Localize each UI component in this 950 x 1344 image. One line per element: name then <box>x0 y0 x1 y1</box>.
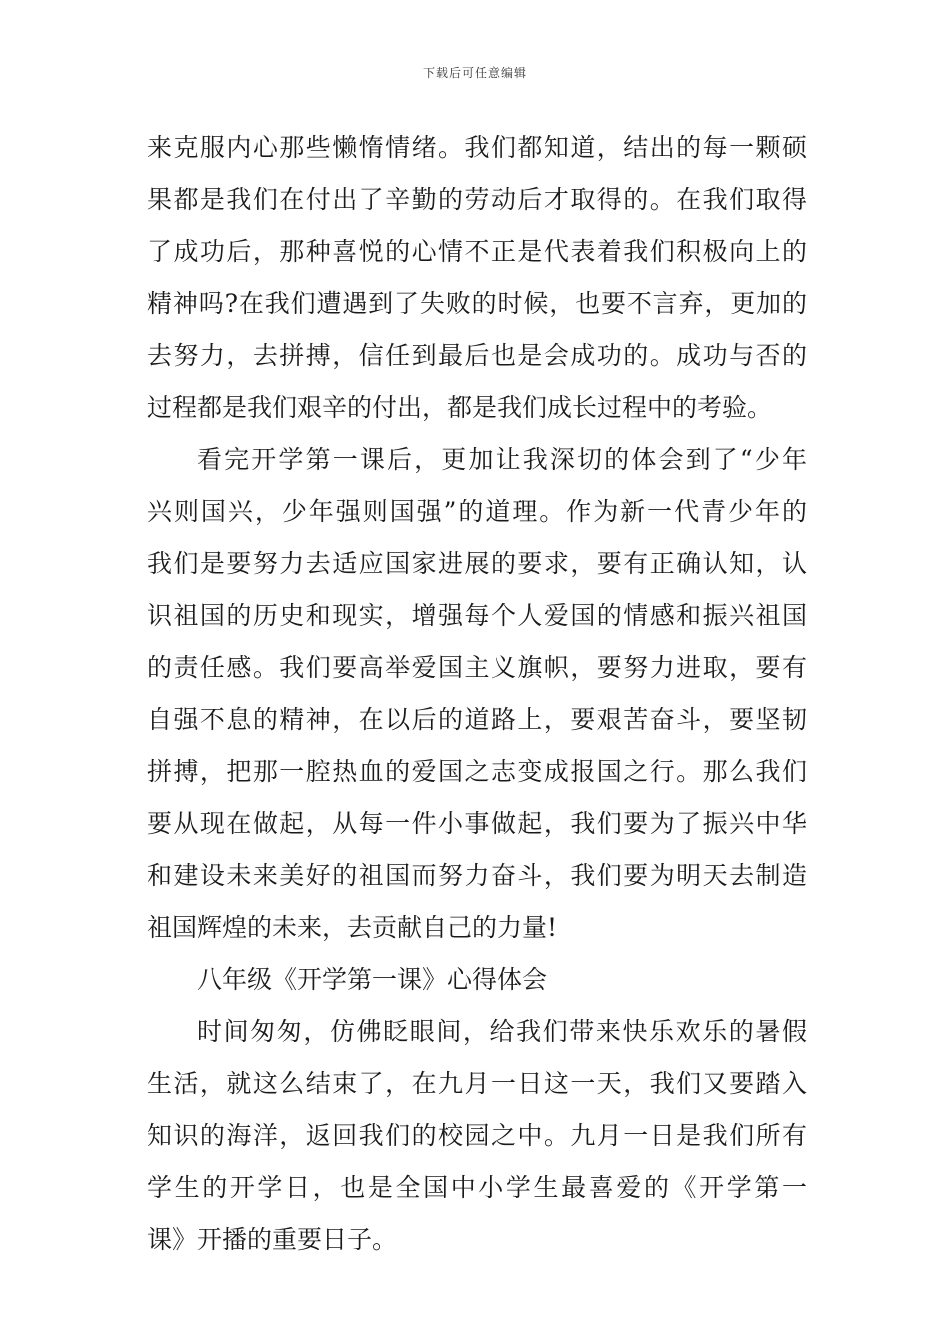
document-body <box>147 122 807 1266</box>
text-line: 去努力，去拼搏，信任到最后也是会成功的。成功与否的 <box>147 341 807 370</box>
text-line: 看完开学第一课后，更加让我深切的体会到了“少年 <box>197 445 807 474</box>
text-line: 识祖国的历史和现实，增强每个人爱国的情感和振兴祖国 <box>147 601 807 630</box>
header-note: 下载后可任意编辑 <box>422 66 527 80</box>
text-line: 生活，就这么结束了，在九月一日这一天，我们又要踏入 <box>147 1069 807 1098</box>
section-heading: 八年级《开学第一课》心得体会 <box>197 965 548 994</box>
text-line: 祖国辉煌的未来，去贡献自己的力量! <box>147 913 558 942</box>
text-line: 拼搏，把那一腔热血的爱国之志变成报国之行。那么我们 <box>147 757 807 786</box>
text-line: 我们是要努力去适应国家进展的要求，要有正确认知，认 <box>147 549 807 578</box>
text-line: 来克服内心那些懒惰情绪。我们都知道，结出的每一颗硕 <box>147 133 807 162</box>
text-line: 知识的海洋，返回我们的校园之中。九月一日是我们所有 <box>147 1121 807 1150</box>
text-line: 的责任感。我们要高举爱国主义旗帜，要努力进取，要有 <box>147 653 807 682</box>
text-line: 自强不息的精神，在以后的道路上，要艰苦奋斗，要坚韧 <box>147 705 807 734</box>
text-line: 兴则国兴，少年强则国强”的道理。作为新一代青少年的 <box>147 497 807 526</box>
text-line: 课》开播的重要日子。 <box>147 1225 398 1254</box>
text-line: 时间匆匆，仿佛眨眼间，给我们带来快乐欢乐的暑假 <box>197 1017 807 1046</box>
text-line: 和建设未来美好的祖国而努力奋斗，我们要为明天去制造 <box>147 861 807 890</box>
text-line: 要从现在做起，从每一件小事做起，我们要为了振兴中华 <box>147 809 807 838</box>
text-line: 过程都是我们艰辛的付出，都是我们成长过程中的考验。 <box>147 393 773 422</box>
text-line: 了成功后，那种喜悦的心情不正是代表着我们积极向上的 <box>147 237 807 266</box>
text-line: 学生的开学日，也是全国中小学生最喜爱的《开学第一 <box>147 1173 807 1202</box>
text-line: 果都是我们在付出了辛勤的劳动后才取得的。在我们取得 <box>147 185 807 214</box>
text-line: 精神吗?在我们遭遇到了失败的时候，也要不言弃，更加的 <box>147 289 807 318</box>
